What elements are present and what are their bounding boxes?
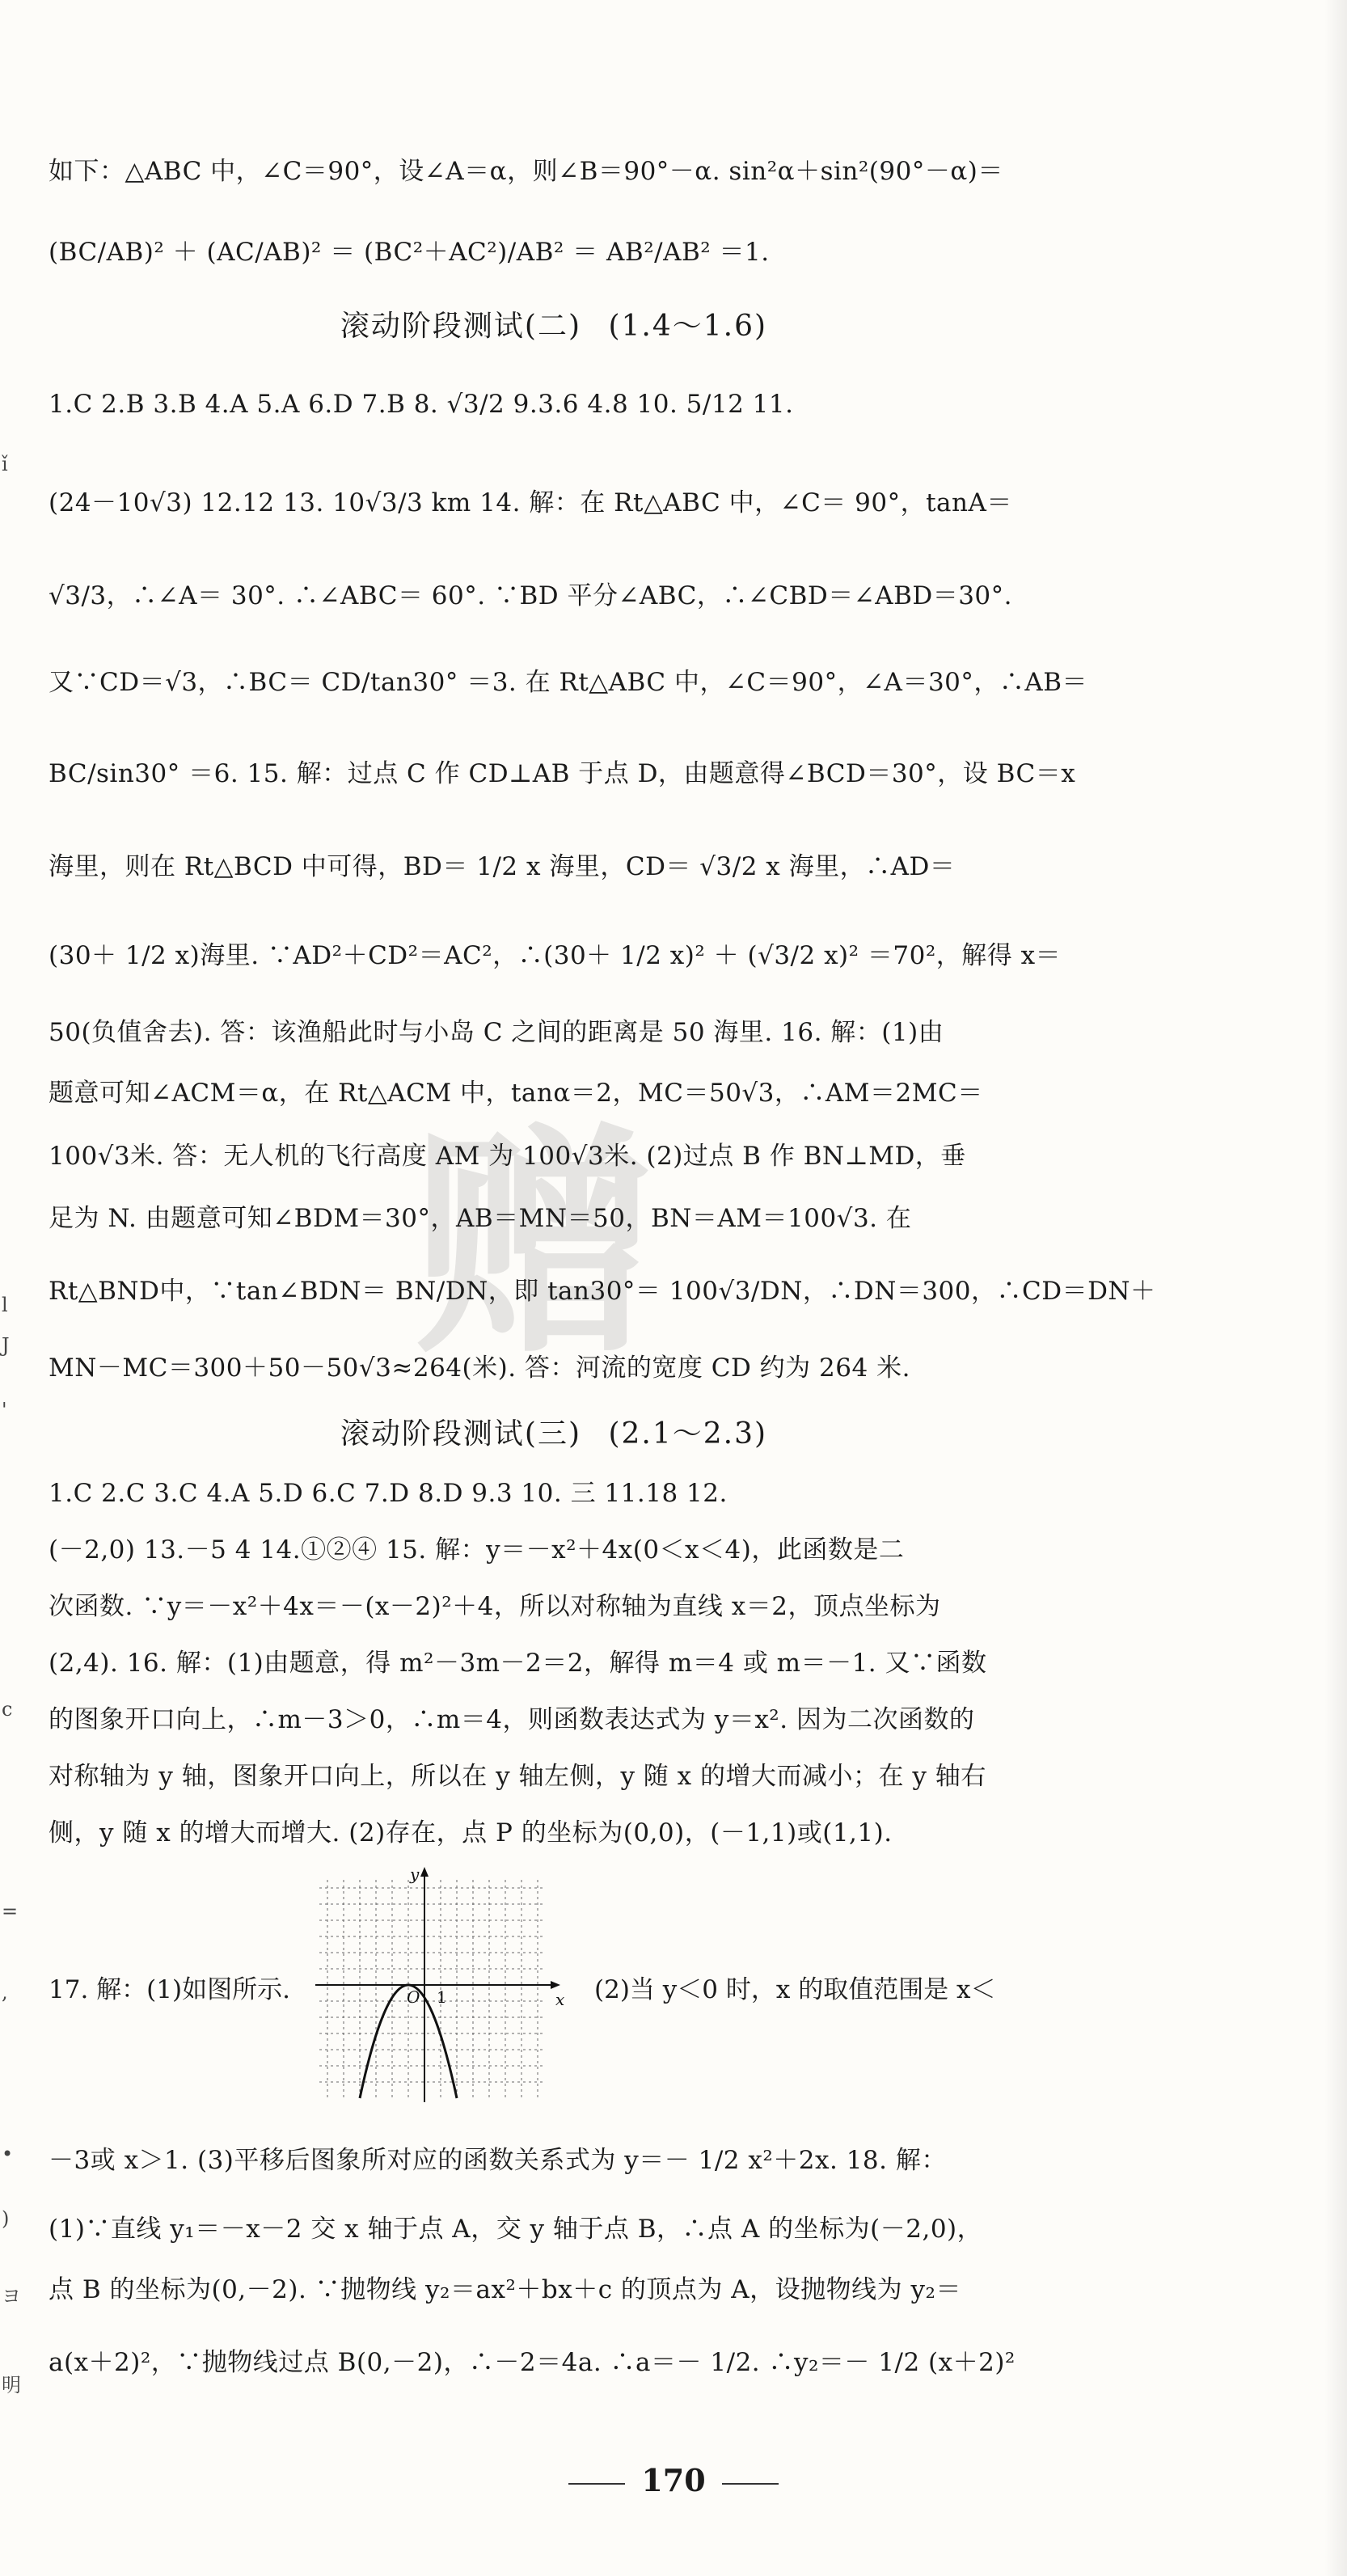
edge-mark: ヨ <box>2 2285 21 2308</box>
footer-rule-left <box>568 2483 625 2485</box>
x-axis-label: x <box>555 1990 565 2009</box>
item-17-right-text: (2)当 y＜0 时，x 的取值范围是 x＜ <box>594 1975 996 2004</box>
graph-grid <box>319 1880 546 2098</box>
text-line: Rt△BND中，∵tan∠BDN＝ BN/DN，即 tan30°＝ 100√3/DN，∴DN＝300，∴CD＝DN＋ <box>49 1277 1156 1306</box>
edge-mark: ' <box>2 1399 7 1421</box>
text-line: (30＋ 1/2 x)海里. ∵AD²＋CD²＝AC²，∴(30＋ 1/2 x)² ＋ (√3/2 x)² ＝70²，解得 x＝ <box>49 941 1062 970</box>
text-line: 又∵CD＝√3，∴BC＝ CD/tan30° ＝3. 在 Rt△ABC 中，∠C＝90°，∠A＝30°，∴AB＝ <box>49 668 1088 697</box>
text-line: (1)∵直线 y₁＝－x－2 交 x 轴于点 A，交 y 轴于点 B，∴点 A 的坐标为(－2,0)， <box>49 2215 983 2244</box>
text-line: 1.C 2.C 3.C 4.A 5.D 6.C 7.D 8.D 9.3 10. 三 11.18 12. <box>49 1479 728 1508</box>
section-heading-2 <box>0 303 1108 344</box>
text-line: BC/sin30° ＝6. 15. 解：过点 C 作 CD⊥AB 于点 D，由题意得∠BCD＝30°，设 BC＝x <box>49 759 1076 788</box>
origin-label: O <box>407 1987 420 2007</box>
text-line: (BC/AB)² ＋ (AC/AB)² ＝ (BC²＋AC²)/AB² ＝ AB²/AB² ＝1. <box>49 238 770 267</box>
edge-mark: • <box>2 2143 14 2165</box>
text-line: (－2,0) 13.－5 4 14.①②④ 15. 解：y＝－x²＋4x(0＜x＜4)，此函数是二 <box>49 1535 905 1565</box>
page-fold-shadow <box>1324 0 1347 2576</box>
text-line: 对称轴为 y 轴，图象开口向上，所以在 y 轴左侧，y 随 x 的增大而减小；在 y 轴右 <box>49 1762 986 1791</box>
heading-range: (1.4～1.6) <box>608 310 768 343</box>
text-line: 题意可知∠ACM＝α，在 Rt△ACM 中，tanα＝2，MC＝50√3，∴AM＝2MC＝ <box>49 1079 983 1108</box>
text-line: a(x＋2)²，∵抛物线过点 B(0,－2)，∴－2＝4a. ∴a＝－ 1/2. ∴y₂＝－ 1/2 (x＋2)² <box>49 2348 1016 2377</box>
item-17-left-text: 17. 解：(1)如图所示. <box>49 1975 290 2004</box>
text-line: 1.C 2.B 3.B 4.A 5.A 6.D 7.B 8. √3/2 9.3.6 4.8 10. 5/12 11. <box>49 390 794 419</box>
y-axis-arrow <box>420 1867 429 1877</box>
edge-mark: = <box>2 1900 19 1923</box>
text-line: 如下：△ABC 中，∠C＝90°，设∠A＝α，则∠B＝90°－α. sin²α＋sin²(90°－α)＝ <box>49 157 1003 186</box>
text-line: 海里，则在 Rt△BCD 中可得，BD＝ 1/2 x 海里，CD＝ √3/2 x 海里，∴AD＝ <box>49 852 956 881</box>
edge-mark: J <box>2 1334 10 1357</box>
text-line: 次函数. ∵y＝－x²＋4x＝－(x－2)²＋4，所以对称轴为直线 x＝2，顶点坐标为 <box>49 1592 941 1621</box>
footer-rule-right <box>722 2483 779 2485</box>
text-line: 点 B 的坐标为(0,－2). ∵抛物线 y₂＝ax²＋bx＋c 的顶点为 A，设抛物线为 y₂＝ <box>49 2275 961 2304</box>
page-number: 170 <box>641 2462 706 2498</box>
x-axis-arrow <box>551 1981 560 1989</box>
heading-title: 滚动阶段测试(二) <box>340 310 582 343</box>
section-heading-3 <box>0 1411 1108 1452</box>
text-line: √3/3，∴∠A＝ 30°. ∴∠ABC＝ 60°. ∵BD 平分∠ABC，∴∠CBD＝∠ABD＝30°. <box>49 581 1013 610</box>
text-line: 侧，y 随 x 的增大而增大. (2)存在，点 P 的坐标为(0,0)，(－1,1)或(1,1). <box>49 1818 893 1848</box>
tick-label-one: 1 <box>437 1987 447 2007</box>
edge-mark: 明 <box>2 2374 21 2397</box>
y-axis-label: y <box>410 1864 420 1884</box>
edge-mark: , <box>2 1981 8 2004</box>
edge-mark: ǐ <box>2 453 8 475</box>
edge-mark: c <box>2 1698 13 1721</box>
left-edge-bleed-text <box>0 0 21 2576</box>
text-line: 的图象开口向上，∴m－3＞0，∴m＝4，则函数表达式为 y＝x². 因为二次函数的 <box>49 1705 975 1734</box>
edge-mark: ) <box>2 2207 10 2230</box>
text-line: MN－MC＝300＋50－50√3≈264(米). 答：河流的宽度 CD 约为 264 米. <box>49 1353 910 1383</box>
text-line: 100√3米. 答：无人机的飞行高度 AM 为 100√3米. (2)过点 B 作 BN⊥MD，垂 <box>49 1142 966 1171</box>
text-line: －3或 x＞1. (3)平移后图象所对应的函数关系式为 y＝－ 1/2 x²＋2x. 18. 解： <box>49 2146 947 2175</box>
page-number-footer <box>0 2462 1347 2498</box>
heading-title: 滚动阶段测试(三) <box>340 1417 582 1451</box>
text-line: (2,4). 16. 解：(1)由题意，得 m²－3m－2＝2，解得 m＝4 或 m＝－1. 又∵函数 <box>49 1649 987 1678</box>
edge-mark: l <box>2 1294 8 1316</box>
text-line: (24－10√3) 12.12 13. 10√3/3 km 14. 解：在 Rt△ABC 中，∠C＝ 90°，tanA＝ <box>49 488 1012 517</box>
parabola-graph <box>303 1864 570 2106</box>
heading-range: (2.1～2.3) <box>608 1417 768 1451</box>
text-line: 50(负值舍去). 答：该渔船此时与小岛 C 之间的距离是 50 海里. 16. 解：(1)由 <box>49 1018 944 1047</box>
text-line: 足为 N. 由题意可知∠BDM＝30°，AB＝MN＝50，BN＝AM＝100√3. 在 <box>49 1204 912 1233</box>
watermark-stamp: 赠 <box>412 1104 655 1386</box>
